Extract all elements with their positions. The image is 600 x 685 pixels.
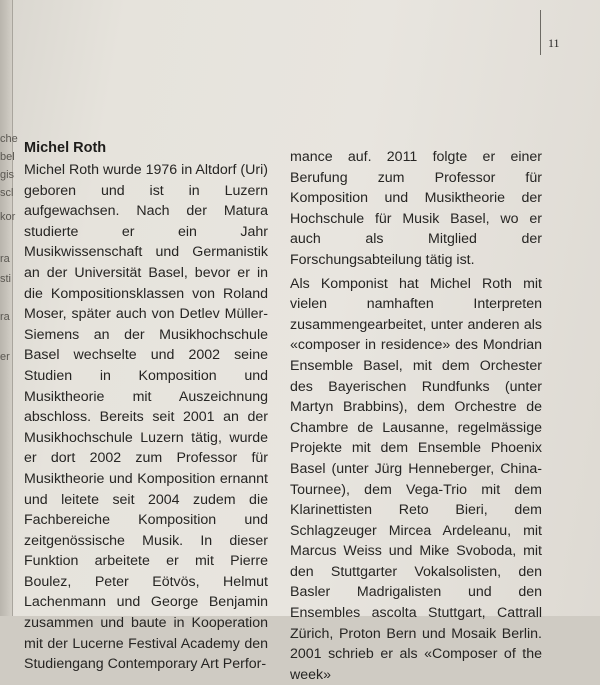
bleed-text: bel bbox=[0, 151, 15, 163]
bleed-text: che bbox=[0, 133, 18, 145]
bleed-text: ra bbox=[0, 253, 10, 265]
page-number: 11 bbox=[548, 36, 560, 50]
bleed-text: gis bbox=[0, 169, 15, 181]
bleed-text: ra bbox=[0, 311, 10, 323]
bleed-text: kor bbox=[0, 211, 16, 223]
right-column bbox=[290, 147, 542, 685]
bleed-text: sti bbox=[0, 273, 11, 285]
header-rule bbox=[540, 10, 541, 55]
bleed-text: scl bbox=[0, 187, 14, 199]
left-paragraph: Michel Roth wurde 1976 in Altdorf (Uri) geboren und ist in Luzern aufgewachsen. Nach der Matura studierte er ein Jahr Musikwissenschaft und Germanistik an der Universität Basel, bevor er in die Kompositionsklassen von Roland Moser, später auch von Detlev Müller-Siemens an der Musikhochschule Basel wechselte und 2002 seine Studien in Komposition und Musiktheorie mit Auszeichnung abschloss. Bereits seit 2001 an der Musikhochschule Luzern tätig, wurde er dort 2002 zum Professor für Musiktheorie und Komposition ernannt und leitete seit 2004 zudem die Fachbereiche Komposition und zeitgenössische Musik. In dieser Funktion arbeitete er mit Pierre Boulez, Peter Eötvös, Helmut Lachenmann und George Benjamin zusammen und baute in Kooperation mit der Lucerne Festival Academy den Studiengang Contemporary Art Perfor- bbox=[24, 162, 268, 673]
previous-page-edge bbox=[0, 0, 18, 616]
article-heading: Michel Roth bbox=[24, 140, 107, 156]
left-column bbox=[24, 160, 268, 675]
right-paragraph-2: Als Komponist hat Michel Roth mit vielen namhaften Interpreten zusammengearbeitet, unter anderen als «composer in residence» des Mondrian Ensemble Basel, mit dem Orchester des Bayerischen Rundfunks (unter Martyn Brabbins), dem Orchestre de Chambre de Lausanne, regelmässige Projekte mit dem Ensemble Phoenix Basel (unter Jürg Henneberger, China-Tournee), dem Vega-Trio mit dem Klarinettisten Reto Bieri, dem Schlagzeuger Mircea Ardeleanu, mit Marcus Weiss und Mike Svoboda, mit den Stuttgarter Vokalsolisten, den Basler Madrigalisten und den Ensembles ascolta Stuttgart, Cattrall Zürich, Proton Bern und Mosaik Berlin. 2001 schrieb er als «Composer of the week» bbox=[290, 275, 542, 683]
right-paragraph-1: mance auf. 2011 folgte er einer Berufung zum Professor für Komposition und Musiktheorie der Hochschule für Musik Basel, wo er auch als Mitglied der Forschungsabteilung tätig ist. bbox=[290, 149, 542, 268]
bleed-text: er bbox=[0, 351, 10, 363]
